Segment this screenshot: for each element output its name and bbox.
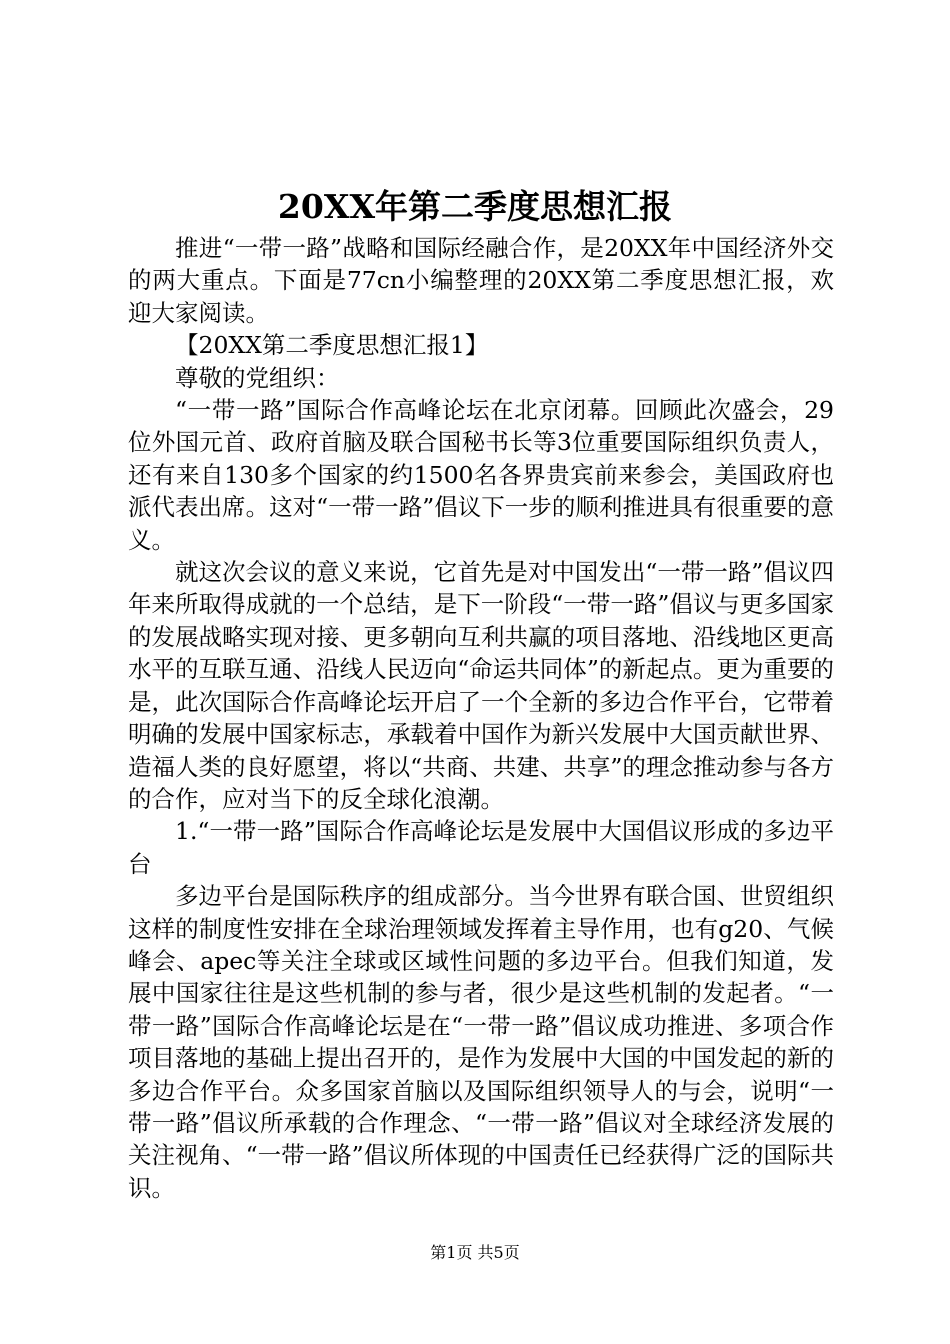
section-heading: 【20XX第二季度思想汇报1】 [175, 331, 489, 360]
body-paragraph: “一带一路”国际合作高峰论坛在北京闭幕。回顾此次盛会，29位外国元首、政府首脑及联合国秘书长等3位重要国际组织负责人，还有来自130多个国家的约1500名各界贵宾前来参会，美国政府也派代表出席。这对“一带一路”倡议下一步的顺利推进具有很重要的意义。 [128, 396, 834, 554]
document-title: 20XX年第二季度思想汇报 [277, 187, 673, 226]
subheading: 1.“一带一路”国际合作高峰论坛是发展中大国倡议形成的多边平台 [128, 817, 834, 878]
document-body [128, 232, 834, 1204]
intro-paragraph: 推进“一带一路”战略和国际经融合作，是20XX年中国经济外交的两大重点。下面是77cn小编整理的20XX第二季度思想汇报，欢迎大家阅读。 [128, 234, 834, 327]
page-footer: 第1页 共5页 [430, 1243, 520, 1262]
body-paragraph: 就这次会议的意义来说，它首先是对中国发出“一带一路”倡议四年来所取得成就的一个总结，是下一阶段“一带一路”倡议与更多国家的发展战略实现对接、更多朝向互利共赢的项目落地、沿线地区更高水平的互联互通、沿线人民迈向“命运共同体”的新起点。更为重要的是，此次国际合作高峰论坛开启了一个全新的多边合作平台，它带着明确的发展中国家标志，承载着中国作为新兴发展中大国贡献世界、造福人类的良好愿望，将以“共商、共建、共享”的理念推动参与各方的合作，应对当下的反全球化浪潮。 [128, 558, 834, 813]
salutation: 尊敬的党组织： [175, 363, 340, 392]
body-paragraph: 多边平台是国际秩序的组成部分。当今世界有联合国、世贸组织这样的制度性安排在全球治理领域发挥着主导作用，也有g20、气候峰会、apec等关注全球或区域性问题的多边平台。但我们知道，发展中国家往往是这些机制的参与者，很少是这些机制的发起者。“一带一路”国际合作高峰论坛是在“一带一路”倡议成功推进、多项合作项目落地的基础上提出召开的，是作为发展中大国的中国发起的新的多边合作平台。众多国家首脑以及国际组织领导人的与会，说明“一带一路”倡议所承载的合作理念、“一带一路”倡议对全球经济发展的关注视角、“一带一路”倡议所体现的中国责任已经获得广泛的国际共识。 [128, 882, 834, 1202]
